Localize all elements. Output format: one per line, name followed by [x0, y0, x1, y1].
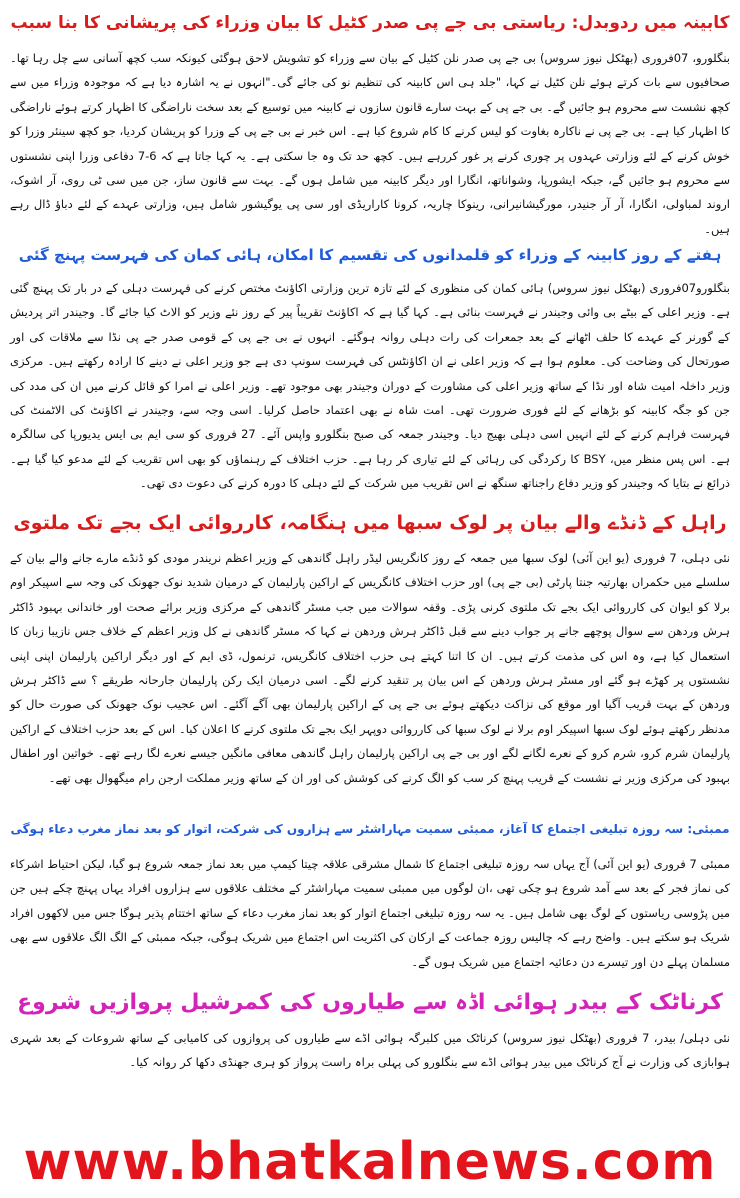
article-body: بنگلورو07فروری (بھٹکل نیوز سروس) ہائی کمان کی منظوری کے لئے تازہ ترین وزارتی اکاؤنٹ مختص کرنے کی فہرست دہلی کے در بار تک پہنچ گئی ہے۔ وزیر اعلی کے بیٹے بی وائی وجیندر نے فہرست بنائی ہے۔ کہا گیا ہے کہ اکاؤنٹ تقریباً پیر کے روز نئے وزیر کو الاٹ کیا جائے گا۔ وجیندر اتر پردیش کے گورنر کے عہدے کا حلف اٹھانے کے بعد جمعرات کی رات دہلی روانہ ہوگئے۔ انہوں نے بی جے پی کے قومی صدر جے پی نڈا سے ملاقات کی اور صورتحال کی وضاحت کی۔ معلوم ہوا ہے کہ وزیر اعلی نے ان اکاؤنٹس کی فہرست سونپ دی ہے جو وزیر اعلی نے دینے کا ارادہ رکھتے ہیں۔ مرکزی وزیر داخلہ امیت شاہ اور نڈا کے ساتھ وزیر اعلی کی مشاورت کے دوران وجیندر بھی موجود تھے۔ وزیر اعلی نے امرا کو قائل کرنے میں ان کی مدد کی جن کو جگہ کابینہ کو بڑھانے کے لئے فوری ضرورت تھی۔ امت شاہ نے بھی اعتماد حاصل کرلیا۔ اسی وجہ سے، وجیندر نے اکاؤنٹ کی الاٹمنٹ کی فہرست فراہم کرنے کے لئے انہیں اسی دہلی بھیج دیا۔ وجیندر جمعہ کی صبح بنگلورو واپس آئے۔ 27 فروری کو سی ایم بی ایس یدیورپا کی سالگرہ ہے۔ اس پس منظر میں، BSY کا رکردگی کی رہائی کے لئے تیاری کر رہا ہے۔ حزب اختلاف کے رہنماؤں کو بھی اس تقریب کے لئے مدعو کیا گیا ہے۔ ذرائع نے بتایا کہ وجیندر کو وزیر دفاع راجناتھ سنگھ نے اس تقریب میں شرکت کے لئے دہلی کا دورہ کرنے کی دعوت دی تھی۔ — [10, 281, 730, 491]
headline: کرناٹک کے بیدر ہوائی اڈہ سے طیاروں کی کمرشیل پروازیں شروع — [17, 990, 723, 1015]
article-body: نئی دہلی، 7 فروری (یو این آئی) لوک سبھا میں جمعہ کے روز کانگریس لیڈر راہل گاندھی کے وزیر اعظم نریندر مودی کو ڈنڈے مارے جانے والے بیان کے سلسلے میں حکمراں بھارتیہ جنتا پارٹی (بی جے پی) اور حزب اختلاف کانگریس کے اراکین پارلیمان کے درمیان شدید نوک جھونک کی وجہ سے اسپیکر اوم برلا کو ایوان کی کارروائی ایک بجے تک ملتوی کرنی پڑی۔ وقفہ سوالات میں جب مسٹر گاندھی کے مرکزی وزیر برائے صحت اور خاندانی بہبود ڈاکٹر ہرش وردھن سے سوال پوچھے جانے پر جواب دینے سے قبل ڈاکٹر ہرش وردھن نے کہا کہ مسٹر گاندھی نے کل وزیر اعظم کے خلاف جس نازیبا زبان کا استعمال کیا ہے، وہ اس کی مذمت کرتے ہیں۔ ان کا اتنا کہتے ہی حزب اختلاف کانگریس، ترنمول، ڈی ایم کے اور دیگر اراکین پارلیمان اپنی اپنی نشستوں پر کھڑے ہو گئے اور مسٹر ہرش وردھن کے اس بیان پر تنقید کرنے لگے۔ اسی درمیان ایک رکن پارلیمان جارحانہ طریقے ؟ سے ڈاکٹر ہرش وردھن کے بہت قریب آگیا اور موقع کی نزاکت دیکھتے ہوئے بی جے پی کے اراکین پارلیمان بھی آگے آگئے۔ اس عجیب نوک جھونک کی صورت حال کو مدنظر رکھتے ہوئے لوک سبھا اسپیکر اوم برلا نے لوک سبھا کی کارروائی دوپہر ایک بجے تک ملتوی کرنے کا اعلان کیا۔ اس کے بعد حزب اختلاف کے اراکین پارلیمان شرم کرو، شرم کرو کے نعرے لگانے لگے اور بی جے پی اراکین پارلیمان راہل گاندھی معافی مانگیں جیسے نعرے لگا رہے تھے۔ خواتین اور اطفال بہبود کی مرکزی وزیر نے نشست کے قریب پہنچ کر سب کو الگ کرنے کی کوشش کی اور ان کے ساتھ وزیر مملکت ارجن رام میگھوال بھی تھے۔ — [10, 551, 730, 785]
headline: ممبئی: سہ روزہ تبلیغی اجتماع کا آغاز، ممبئی سمیت مہاراشٹر سے ہزاروں کی شرکت، اتوار کو بعد نماز مغرب دعاء ہوگی — [10, 822, 730, 836]
article-lok-sabha-uproar — [8, 506, 732, 808]
article-body: نئی دہلی/ بیدر، 7 فروری (بھٹکل نیوز سروس) کرناٹک میں کلبرگہ ہوائی اڈے سے طیاروں کی پروازوں کی کامیابی کے ساتھ شروعات کے بعد شہری ہوابازی کی وزارت نے آج کرناٹک میں بیدر ہوائی اڈے سے بنگلورو کی پہلی براہ راست پرواز کو ہری جھنڈی دکھا کر روانہ کیا۔ — [10, 1031, 730, 1070]
headline: کابینہ میں ردوبدل: ریاستی بی جے پی صدر کٹیل کا بیان وزراء کی پریشانی کا بنا سبب — [10, 13, 730, 33]
headline: راہل کے ڈنڈے والے بیان پر لوک سبھا میں ہنگامہ، کارروائی ایک بجے تک ملتوی — [13, 512, 727, 534]
article-mumbai-ijtema — [8, 812, 732, 978]
article-bidar-airport — [8, 986, 732, 1076]
headline: ہفتے کے روز کابینہ کے وزراء کو قلمدانوں کی تقسیم کا امکان، ہائی کمان کی فہرست پہنچ گئی — [18, 246, 722, 264]
article-portfolio-allocation — [8, 238, 732, 500]
article-body: ممبئی 7 فروری (یو این آئی) آج یہاں سہ روزہ تبلیغی اجتماع کا شمال مشرقی علاقہ چیتا کیمپ میں بعد نماز جمعہ شروع ہو گیا، لیکن احتیاط اشرکاء کی نماز فجر کے بعد سے آمد شروع ہو چکی تھی ،ان لوگوں میں ممبئی سمیت مہاراشٹر کے مختلف علاقوں سے ہزاروں افراد یہاں پہنچ چکے ہیں جن میں پڑوسی ریاستوں کے لوگ بھی شامل ہیں۔ یہ سہ روزہ تبلیغی اجتماع اتوار کو بعد نماز مغرب دعاء کے ساتھ اختتام پذیر ہوگا جس میں لاکھوں افراد شریک ہو سکتے ہیں۔ واضح رہے کہ چالیس روزہ جماعت کے ارکان کی اکثریت اس اجتماع میں شریک ہوگی، جبکہ ممبئی کے الگ الگ علاقوں سے بھی مسلمان پہلے دن اور تیسرے دن دعائیہ اجتماع میں شریک ہوں گے۔ — [10, 857, 730, 969]
site-url-banner: www.bhatkalnews.com — [23, 1132, 717, 1192]
article-body: بنگلورو، 07فروری (بھٹکل نیوز سروس) بی جے پی صدر نلن کٹیل کے بیان سے وزراء کو تشویش لاحق ہوگئی کیونکہ سب کچھ آسانی سے چل رہا تھا۔صحافیوں سے بات کرتے ہوئے نلن کٹیل نے کہا، "جلد ہی اس کابینہ کی تنظیم نو کی جائے گی۔"انہوں نے یہ اشارہ دیا ہے کہ موجودہ وزراء میں سے کچھ نشست سے محروم ہو جائیں گے۔ بی جے پی کے بہت سارے قانون سازوں نے کابینہ میں توسیع کے بعد سخت ناراضگی کا اظہار کرتے ہوئے ناراضگی کا اظہار کیا ہے۔ بی جے پی نے ناکارہ بغاوت کو لیس کرنے کا کام شروع کیا ہے۔ اس خبر نے بی جے پی کے وزرا کو پریشان کردیا، جو کچھ سینئر وزرا کو خوش کرنے کے لئے وزارتی عہدوں پر چوری کرنے پر غور کررہے ہیں۔ کچھ حد تک وہ جا سکتی ہے۔ یہ کہا جاتا ہے کہ 6-7 دفاعی وزرا اپنی نشستوں سے محروم ہو جائیں گے، جبکہ ایشورپا، وشواناتھ، انگارا اور دیگر کابینہ میں شامل ہوں گے۔ بہت سے قانون ساز، جن میں سی ٹی روی، آر اشوک، اروند لمباولی، انگارا، آر آر جنیدر، مورگیشانیرانی، رینوکا چاریہ، کرونا کاراریڈی اور سی پی یوگیشور شامل ہیں، وزارتی عہدے کے لئے دباؤ ڈال رہے ہیں۔ — [10, 51, 730, 236]
article-cabinet-reshuffle — [8, 6, 732, 236]
